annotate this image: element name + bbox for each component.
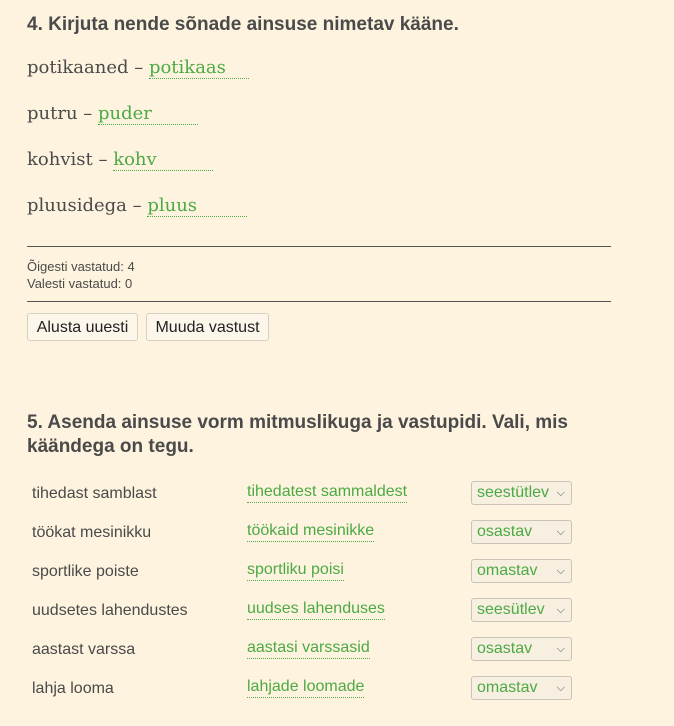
- case-select[interactable]: [471, 559, 572, 583]
- fill-row: [27, 194, 247, 218]
- case-value: omastav: [477, 679, 538, 696]
- chevron-down-icon: ⌵: [556, 604, 565, 616]
- source-phrase: töökat mesinikku: [32, 524, 152, 541]
- table-row: [27, 638, 611, 662]
- change-answer-button[interactable]: Muuda vastust: [146, 313, 269, 341]
- answer-field[interactable]: aastasi varssasid: [247, 638, 370, 659]
- case-value: seestütlev: [477, 484, 550, 501]
- answer-field[interactable]: töökaid mesinikke: [247, 521, 374, 542]
- case-select[interactable]: [471, 676, 572, 700]
- exercise-5-title: 5. Asenda ainsuse vorm mitmuslikuga ja vastupidi. Vali, mis käändega on tegu.: [27, 412, 568, 457]
- case-value: omastav: [477, 562, 538, 579]
- answer-field[interactable]: lahjade loomade: [247, 677, 364, 698]
- chevron-down-icon: ⌵: [556, 565, 565, 577]
- case-value: osastav: [477, 523, 533, 540]
- case-select[interactable]: [471, 598, 572, 622]
- fill-row: [27, 148, 213, 172]
- answer-field[interactable]: potikaas: [149, 58, 249, 79]
- source-phrase: aastast varssa: [32, 641, 136, 658]
- table-row: [27, 521, 611, 545]
- answer-field[interactable]: sportliku poisi: [247, 560, 344, 581]
- results-summary: [27, 258, 135, 292]
- case-value: seesütlev: [477, 601, 545, 618]
- prompt-word: pluusidega –: [27, 195, 148, 216]
- restart-button[interactable]: Alusta uuesti: [27, 313, 138, 341]
- divider: [27, 246, 611, 247]
- wrong-count: Valesti vastatud: 0: [27, 276, 133, 291]
- correct-count: Õigesti vastatud: 4: [27, 259, 135, 274]
- prompt-word: putru –: [27, 103, 98, 124]
- chevron-down-icon: ⌵: [556, 526, 565, 538]
- source-phrase: tihedast samblast: [32, 485, 157, 502]
- chevron-down-icon: ⌵: [556, 682, 565, 694]
- source-phrase: lahja looma: [32, 680, 114, 697]
- answer-field[interactable]: puder: [98, 104, 198, 125]
- prompt-word: potikaaned –: [27, 57, 149, 78]
- table-row: [27, 482, 611, 506]
- divider: [27, 301, 611, 302]
- case-select[interactable]: [471, 637, 572, 661]
- source-phrase: sportlike poiste: [32, 563, 139, 580]
- chevron-down-icon: ⌵: [556, 487, 565, 499]
- fill-row: [27, 56, 249, 80]
- prompt-word: kohvist –: [27, 149, 114, 170]
- case-select[interactable]: [471, 520, 572, 544]
- table-row: [27, 560, 611, 584]
- exercise-4-title: 4. Kirjuta nende sõnade ainsuse nimetav kääne.: [27, 14, 459, 35]
- table-row: [27, 677, 611, 701]
- answer-field[interactable]: kohv: [113, 150, 213, 171]
- source-phrase: uudsetes lahendustes: [32, 602, 188, 619]
- answer-field[interactable]: pluus: [147, 196, 247, 217]
- case-select[interactable]: [471, 481, 572, 505]
- chevron-down-icon: ⌵: [556, 643, 565, 655]
- answer-field[interactable]: uudses lahenduses: [247, 599, 385, 620]
- table-row: [27, 599, 611, 623]
- answer-field[interactable]: tihedatest sammaldest: [247, 482, 407, 503]
- fill-row: [27, 102, 198, 126]
- case-value: osastav: [477, 640, 533, 657]
